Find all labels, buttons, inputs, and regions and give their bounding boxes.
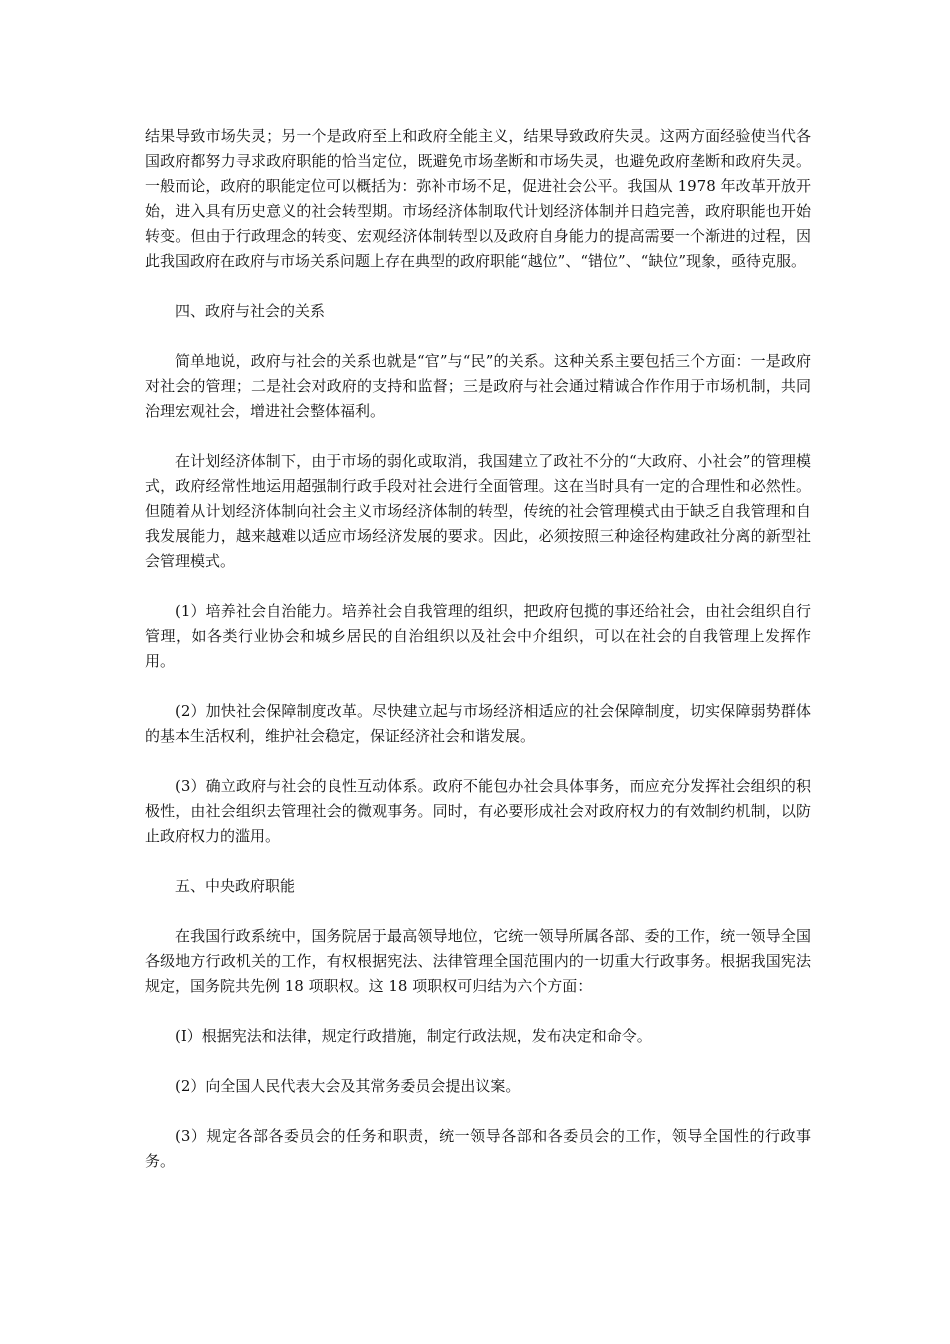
section-heading-four: 四、政府与社会的关系 xyxy=(175,302,326,320)
paragraph-item-1: (1）培养社会自治能力。培养社会自我管理的组织，把政府包揽的事还给社会，由社会组织自行管理，如各类行业协会和城乡居民的自治组织以及社会中介组织，可以在社会的自我管理上发挥作用。 xyxy=(145,602,811,670)
paragraph-power-1: (I）根据宪法和法律，规定行政措施，制定行政法规，发布决定和命令。 xyxy=(175,1027,652,1045)
paragraph-planned-economy: 在计划经济体制下，由于市场的弱化或取消，我国建立了政社不分的“大政府、小社会”的管理模式，政府经常性地运用超强制行政手段对社会进行全面管理。这在当时具有一定的合理性和必然性。但随着从计划经济体制向社会主义市场经济体制的转型，传统的社会管理模式由于缺乏自我管理和自我发展能力，越来越难以适应市场经济发展的要求。因此，必须按照三种途径构建政社分离的新型社会管理模式。 xyxy=(145,452,811,570)
paragraph-state-council: 在我国行政系统中，国务院居于最高领导地位，它统一领导所属各部、委的工作，统一领导全国各级地方行政机关的工作，有权根据宪法、法律管理全国范围内的一切重大行政事务。根据我国宪法规定，国务院共先例 18 项职权。这 18 项职权可归结为六个方面： xyxy=(145,927,811,995)
paragraph-item-3: (3）确立政府与社会的良性互动体系。政府不能包办社会具体事务，而应充分发挥社会组织的积极性，由社会组织去管理社会的微观事务。同时，有必要形成社会对政府权力的有效制约机制，以防止政府权力的滥用。 xyxy=(145,777,811,845)
section-heading-five: 五、中央政府职能 xyxy=(175,877,296,895)
paragraph-intro: 结果导致市场失灵；另一个是政府至上和政府全能主义，结果导致政府失灵。这两方面经验使当代各国政府都努力寻求政府职能的恰当定位，既避免市场垄断和市场失灵，也避免政府垄断和政府失灵。一般而论，政府的职能定位可以概括为：弥补市场不足，促进社会公平。我国从 1978 年改革开放开始，进入具有历史意义的社会转型期。市场经济体制取代计划经济体制并日趋完善，政府职能也开始转变。但由于行政理念的转变、宏观经济体制转型以及政府自身能力的提高需要一个渐进的过程，因此我国政府在政府与市场关系问题上存在典型的政府职能“越位”、“错位”、“缺位”现象，亟待克服。 xyxy=(145,127,811,270)
paragraph-power-2: (2）向全国人民代表大会及其常务委员会提出议案。 xyxy=(175,1077,521,1095)
paragraph-power-3: (3）规定各部各委员会的任务和职责，统一领导各部和各委员会的工作，领导全国性的行政事务。 xyxy=(145,1127,811,1170)
document-page xyxy=(145,124,811,1174)
paragraph-item-2: (2）加快社会保障制度改革。尽快建立起与市场经济相适应的社会保障制度，切实保障弱势群体的基本生活权利，维护社会稳定，保证经济社会和谐发展。 xyxy=(145,702,811,745)
paragraph-simple-relation: 简单地说，政府与社会的关系也就是“官”与“民”的关系。这种关系主要包括三个方面：一是政府对社会的管理；二是社会对政府的支持和监督；三是政府与社会通过精诚合作作用于市场机制，共同治理宏观社会，增进社会整体福利。 xyxy=(145,352,811,420)
